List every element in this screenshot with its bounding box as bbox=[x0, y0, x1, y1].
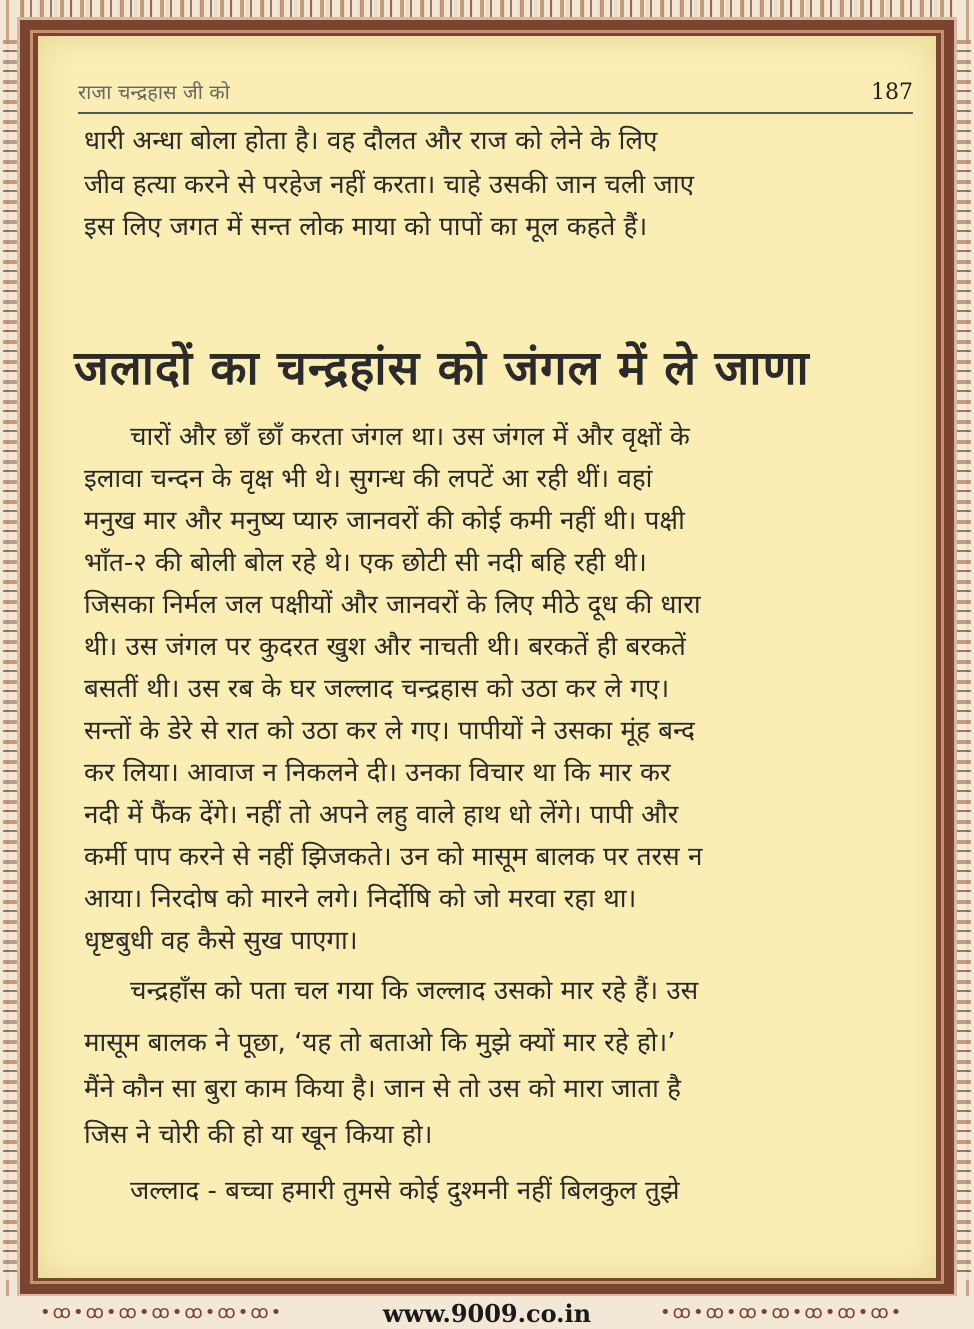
text-line: भाँत-२ की बोली बोल रहे थे। एक छोटी सी नदी बहि रही थी। bbox=[84, 548, 647, 578]
text-line: मासूम बालक ने पूछा, ‘यह तो बताओ कि मुझे क्यों मार रहे हो।’ bbox=[84, 1028, 676, 1058]
text-line: जिसका निर्मल जल पक्षीयों और जानवरों के लिए मीठे दूध की धारा bbox=[84, 590, 701, 620]
text-line: मनुख मार और मनुष्य प्यारु जानवरों की कोई कमी नहीं थी। पक्षी bbox=[84, 506, 685, 536]
text-line: कर लिया। आवाज न निकलने दी। उनका विचार था कि मार कर bbox=[84, 758, 671, 788]
book-page bbox=[38, 36, 936, 1278]
footer-url[interactable]: www.9009.co.in bbox=[382, 1299, 592, 1328]
text-line: जल्लाद - बच्चा हमारी तुमसे कोई दुश्मनी नहीं बिलकुल तुझे bbox=[130, 1176, 680, 1206]
text-line: चारों और छाँ छाँ करता जंगल था। उस जंगल में और वृक्षों के bbox=[130, 422, 690, 452]
top-ornament bbox=[20, 0, 954, 18]
chapter-heading: जलादों का चन्द्रहांस को जंगल में ले जाणा bbox=[74, 341, 810, 396]
text-line: थी। उस जंगल पर कुदरत खुश और नाचती थी। बरकतें ही बरकतें bbox=[84, 632, 686, 662]
text-line: बसतीं थी। उस रब के घर जल्लाद चन्द्रहास को उठा कर ले गए। bbox=[84, 674, 670, 704]
page-number: 187 bbox=[871, 80, 913, 105]
footer-ornament-left: •ꝏ•ꝏ•ꝏ•ꝏ•ꝏ•ꝏ•ꝏ• bbox=[40, 1302, 284, 1323]
text-line: धृष्टबुधी वह कैसे सुख पाएगा। bbox=[84, 926, 358, 956]
running-title: राजा चन्द्रहास जी को bbox=[78, 80, 230, 104]
footer-ornament-right: •ꝏ•ꝏ•ꝏ•ꝏ•ꝏ•ꝏ•ꝏ• bbox=[660, 1302, 904, 1323]
text-line: आया। निरदोष को मारने लगे। निर्दोषि को जो मरवा रहा था। bbox=[84, 884, 637, 914]
text-line: इस लिए जगत में सन्त लोक माया को पापों का मूल कहते हैं। bbox=[84, 212, 648, 242]
running-head bbox=[78, 76, 913, 114]
text-line: जिस ने चोरी की हो या खून किया हो। bbox=[84, 1120, 433, 1150]
text-line: मैंने कौन सा बुरा काम किया है। जान से तो उस को मारा जाता है bbox=[84, 1074, 681, 1104]
text-line: जीव हत्या करने से परहेज नहीं करता। चाहे उसकी जान चली जाए bbox=[84, 170, 694, 200]
right-ornament bbox=[957, 40, 971, 1280]
text-line: नदी में फैंक देंगे। नहीं तो अपने लहु वाले हाथ धो लेंगे। पापी और bbox=[84, 800, 679, 830]
text-line: चन्द्रहाँस को पता चल गया कि जल्लाद उसको मार रहे हैं। उस bbox=[130, 976, 699, 1006]
left-ornament bbox=[3, 40, 17, 1280]
text-line: कर्मी पाप करने से नहीं झिजकते। उन को मासूम बालक पर तरस न bbox=[84, 842, 703, 872]
text-line: सन्तों के डेरे से रात को उठा कर ले गए। पापीयों ने उसका मूंह बन्द bbox=[84, 716, 695, 746]
text-line: धारी अन्धा बोला होता है। वह दौलत और राज को लेने के लिए bbox=[84, 126, 658, 156]
text-line: इलावा चन्दन के वृक्ष भी थे। सुगन्ध की लपटें आ रही थीं। वहां bbox=[84, 464, 653, 494]
footer bbox=[0, 1296, 974, 1329]
